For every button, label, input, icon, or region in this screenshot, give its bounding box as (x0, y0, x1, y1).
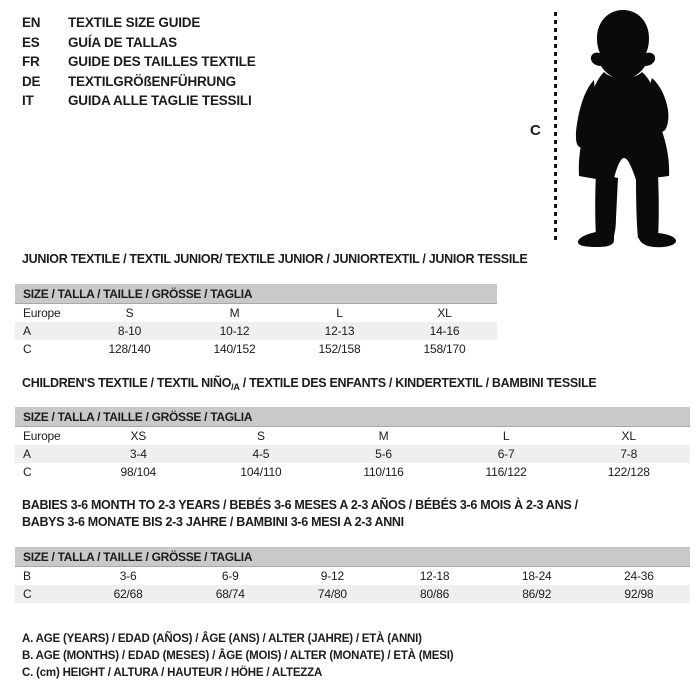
table-cell: 10-12 (219, 324, 250, 338)
table-row (15, 322, 497, 340)
table-cell: 6-9 (221, 569, 239, 583)
table-cell: XL (621, 429, 636, 443)
table-cell: 140/152 (213, 342, 256, 356)
row-label: B (23, 569, 31, 583)
table-cell: 80/86 (420, 587, 450, 601)
language-row (22, 91, 256, 111)
table-cell: 68/74 (215, 587, 245, 601)
table-cell: 116/122 (485, 465, 527, 479)
language-title: TEXTILE SIZE GUIDE (68, 15, 201, 31)
height-measure-dotted-line (554, 12, 557, 243)
table-cell: 12-13 (324, 324, 355, 338)
table-cell: 3-6 (119, 569, 137, 583)
table-cell: 98/104 (120, 465, 157, 479)
table-cell: 74/80 (317, 587, 347, 601)
row-label: Europe (23, 429, 61, 443)
row-label: Europe (23, 306, 61, 320)
height-measure-label: C (530, 122, 541, 139)
table-cell: S (256, 429, 265, 443)
language-code: IT (22, 93, 34, 109)
figure-area (500, 0, 700, 260)
table-cell: 7-8 (620, 447, 638, 461)
children-section-title (22, 375, 596, 396)
table-cell: XL (437, 306, 452, 320)
language-row (22, 72, 256, 92)
language-code: FR (22, 54, 40, 70)
table-row (15, 427, 690, 446)
row-label: C (23, 587, 32, 601)
table-cell: M (229, 306, 240, 320)
table-cell: 6-7 (497, 447, 515, 461)
babies-section-title (22, 497, 578, 531)
table-cell: 8-10 (117, 324, 142, 338)
table-cell: M (378, 429, 389, 443)
children-title-pre: CHILDREN'S TEXTILE / TEXTIL NIÑO (22, 376, 232, 390)
table-cell: XS (130, 429, 147, 443)
table-cell: 122/128 (607, 465, 650, 479)
language-title: GUÍA DE TALLAS (68, 34, 177, 50)
row-label: C (23, 465, 32, 479)
size-table-header: SIZE / TALLA / TAILLE / GRÖSSE / TAGLIA (15, 407, 690, 427)
language-title: GUIDA ALLE TAGLIE TESSILI (68, 93, 252, 109)
table-cell: 110/116 (363, 465, 404, 479)
table-cell: 24-36 (624, 569, 654, 583)
footnote-c: C. (cm) HEIGHT / ALTURA / HAUTEUR / HÖHE / ALTEZZA (22, 667, 323, 679)
table-cell: 104/110 (240, 465, 282, 479)
table-cell: 152/158 (318, 342, 361, 356)
table-cell: 14-16 (429, 324, 460, 338)
children-title-subscript: /A (231, 382, 240, 392)
language-title: TEXTILGRÖßENFÜHRUNG (68, 73, 236, 89)
children-title-post: / TEXTILE DES ENFANTS / KINDERTEXTIL / BAMBINI TESSILE (239, 376, 597, 390)
language-row (22, 13, 256, 33)
language-title: GUIDE DES TAILLES TEXTILE (68, 54, 256, 70)
table-row (15, 585, 690, 603)
table-row (15, 567, 690, 586)
language-row (22, 33, 256, 53)
row-label: A (23, 447, 31, 461)
table-cell: 128/140 (108, 342, 151, 356)
table-cell: 3-4 (129, 447, 147, 461)
junior-size-table (15, 284, 497, 358)
language-code: ES (22, 34, 40, 50)
footnote-a: A. AGE (YEARS) / EDAD (AÑOS) / ÂGE (ANS) / ALTER (JAHRE) / ETÀ (ANNI) (22, 633, 422, 645)
table-cell: S (125, 306, 134, 320)
row-label: C (23, 342, 32, 356)
table-cell: 62/68 (113, 587, 143, 601)
table-cell: 4-5 (252, 447, 270, 461)
babies-title-line1: BABIES 3-6 MONTH TO 2-3 YEARS / BEBÉS 3-6 MESES A 2-3 AÑOS / BÉBÉS 3-6 MOIS À 2-3 ANS / (22, 498, 578, 512)
language-row (22, 52, 256, 72)
toddler-silhouette-icon (566, 8, 691, 248)
table-cell: 5-6 (375, 447, 392, 461)
babies-size-table (15, 547, 690, 603)
size-table-header: SIZE / TALLA / TAILLE / GRÖSSE / TAGLIA (15, 284, 497, 304)
table-row (15, 463, 690, 481)
language-code: EN (22, 15, 41, 31)
junior-section-title: JUNIOR TEXTILE / TEXTIL JUNIOR/ TEXTILE JUNIOR / JUNIORTEXTIL / JUNIOR TESSILE (22, 252, 528, 266)
table-cell: L (336, 306, 343, 320)
footnote-b: B. AGE (MONTHS) / EDAD (MESES) / ÂGE (MOIS) / ALTER (MONATE) / ETÀ (MESI) (22, 650, 454, 662)
footnotes (22, 631, 453, 682)
babies-title-line2: BABYS 3-6 MONATE BIS 2-3 JAHRE / BAMBINI 3-6 MESI A 2-3 ANNI (22, 515, 404, 529)
table-cell: L (502, 429, 510, 443)
row-label: A (23, 324, 31, 338)
language-list (22, 13, 256, 111)
table-cell: 18-24 (521, 569, 552, 583)
size-table-header: SIZE / TALLA / TAILLE / GRÖSSE / TAGLIA (15, 547, 690, 567)
table-row (15, 340, 497, 358)
table-cell: 92/98 (624, 587, 654, 601)
children-size-table (15, 407, 690, 481)
table-cell: 86/92 (522, 587, 552, 601)
table-row (15, 304, 497, 323)
table-cell: 12-18 (419, 569, 450, 583)
language-code: DE (22, 73, 41, 89)
table-cell: 158/170 (423, 342, 466, 356)
table-row (15, 445, 690, 463)
table-cell: 9-12 (320, 569, 344, 583)
